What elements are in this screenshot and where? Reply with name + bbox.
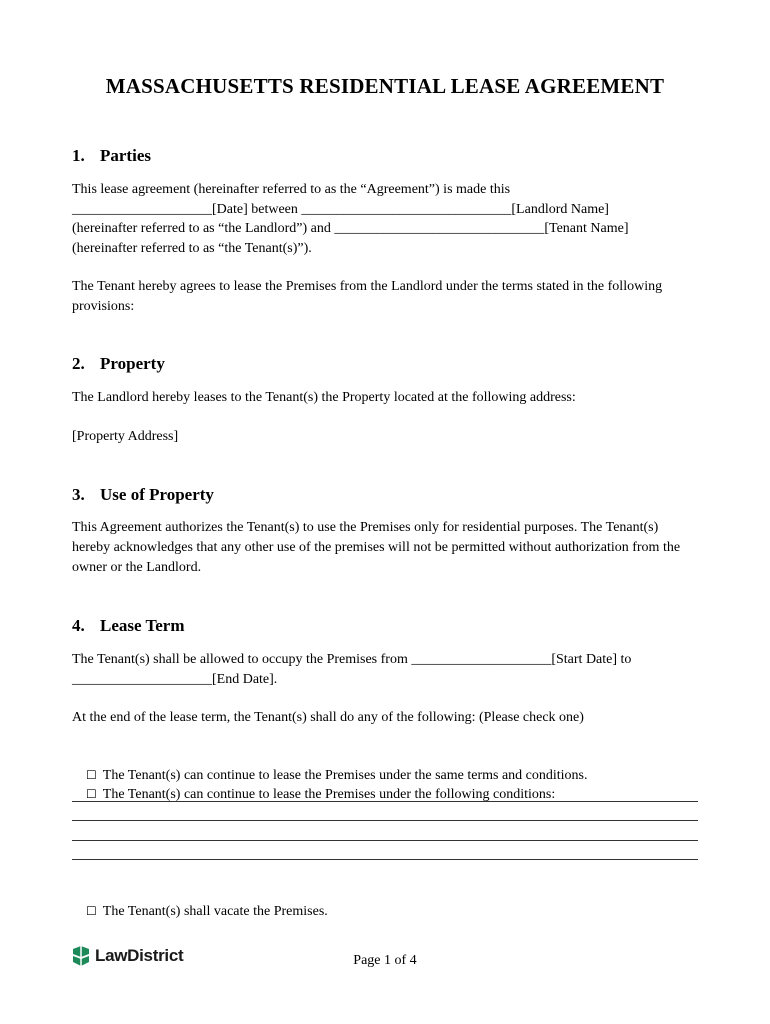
- conditions-blank-line[interactable]: [72, 801, 698, 802]
- option-following-conditions[interactable]: [72, 767, 555, 822]
- section-parties-heading: [72, 146, 151, 166]
- use-paragraph: This Agreement authorizes the Tenant(s) to use the Premises only for residential purposes. The Tenant(s) hereby acknowledges that any other use of the premises will not be permitted without authorization from the owner or the Landlord.: [72, 520, 681, 575]
- section-term-heading: [72, 616, 185, 636]
- logo-wordmark: LawDistrict: [95, 946, 184, 965]
- page-number: Page 1 of 4: [353, 953, 417, 968]
- section-number: 1.: [72, 146, 85, 165]
- section-title: Parties: [100, 146, 151, 165]
- section-title: Lease Term: [100, 616, 185, 635]
- section-use-heading: [72, 485, 214, 505]
- checkbox-icon[interactable]: ☐: [86, 787, 97, 801]
- checkbox-icon[interactable]: ☐: [86, 904, 97, 918]
- term-line-1: The Tenant(s) shall be allowed to occupy the Premises from ____________________[Start Date] to: [72, 652, 632, 667]
- conditions-blank-line[interactable]: [72, 840, 698, 841]
- conditions-blank-line[interactable]: [72, 820, 698, 821]
- term-line-2: ____________________[End Date].: [72, 672, 278, 687]
- option-label: The Tenant(s) can continue to lease the Premises under the following conditions:: [102, 787, 556, 802]
- section-number: 2.: [72, 354, 85, 373]
- option-label: The Tenant(s) can continue to lease the Premises under the same terms and conditions.: [102, 768, 588, 783]
- conditions-blank-line[interactable]: [72, 859, 698, 860]
- property-address: [Property Address]: [72, 429, 179, 444]
- parties-line-4: (hereinafter referred to as “the Tenant(s)”).: [72, 241, 312, 256]
- property-text: The Landlord hereby leases to the Tenant(s) the Property located at the following address:: [72, 390, 576, 405]
- parties-paragraph-2: The Tenant hereby agrees to lease the Premises from the Landlord under the terms stated in the following provisions:: [72, 279, 663, 314]
- section-number: 4.: [72, 616, 85, 635]
- section-title: Use of Property: [100, 485, 214, 504]
- parties-line-1: This lease agreement (hereinafter referred to as the “Agreement”) is made this: [72, 182, 511, 197]
- option-vacate[interactable]: [72, 884, 328, 939]
- option-label: The Tenant(s) shall vacate the Premises.: [102, 904, 328, 919]
- checkbox-icon[interactable]: ☐: [86, 768, 97, 782]
- section-number: 3.: [72, 485, 85, 504]
- section-property-heading: [72, 354, 165, 374]
- term-end-text: At the end of the lease term, the Tenant(s) shall do any of the following: (Please check one): [72, 710, 584, 725]
- parties-line-2: ____________________[Date] between ______________________________[Landlord Name]: [72, 202, 609, 217]
- parties-line-3: (hereinafter referred to as “the Landlord”) and ______________________________[Tenant Name]: [72, 221, 629, 236]
- document-title: MASSACHUSETTS RESIDENTIAL LEASE AGREEMENT: [105, 74, 665, 98]
- section-title: Property: [100, 354, 165, 373]
